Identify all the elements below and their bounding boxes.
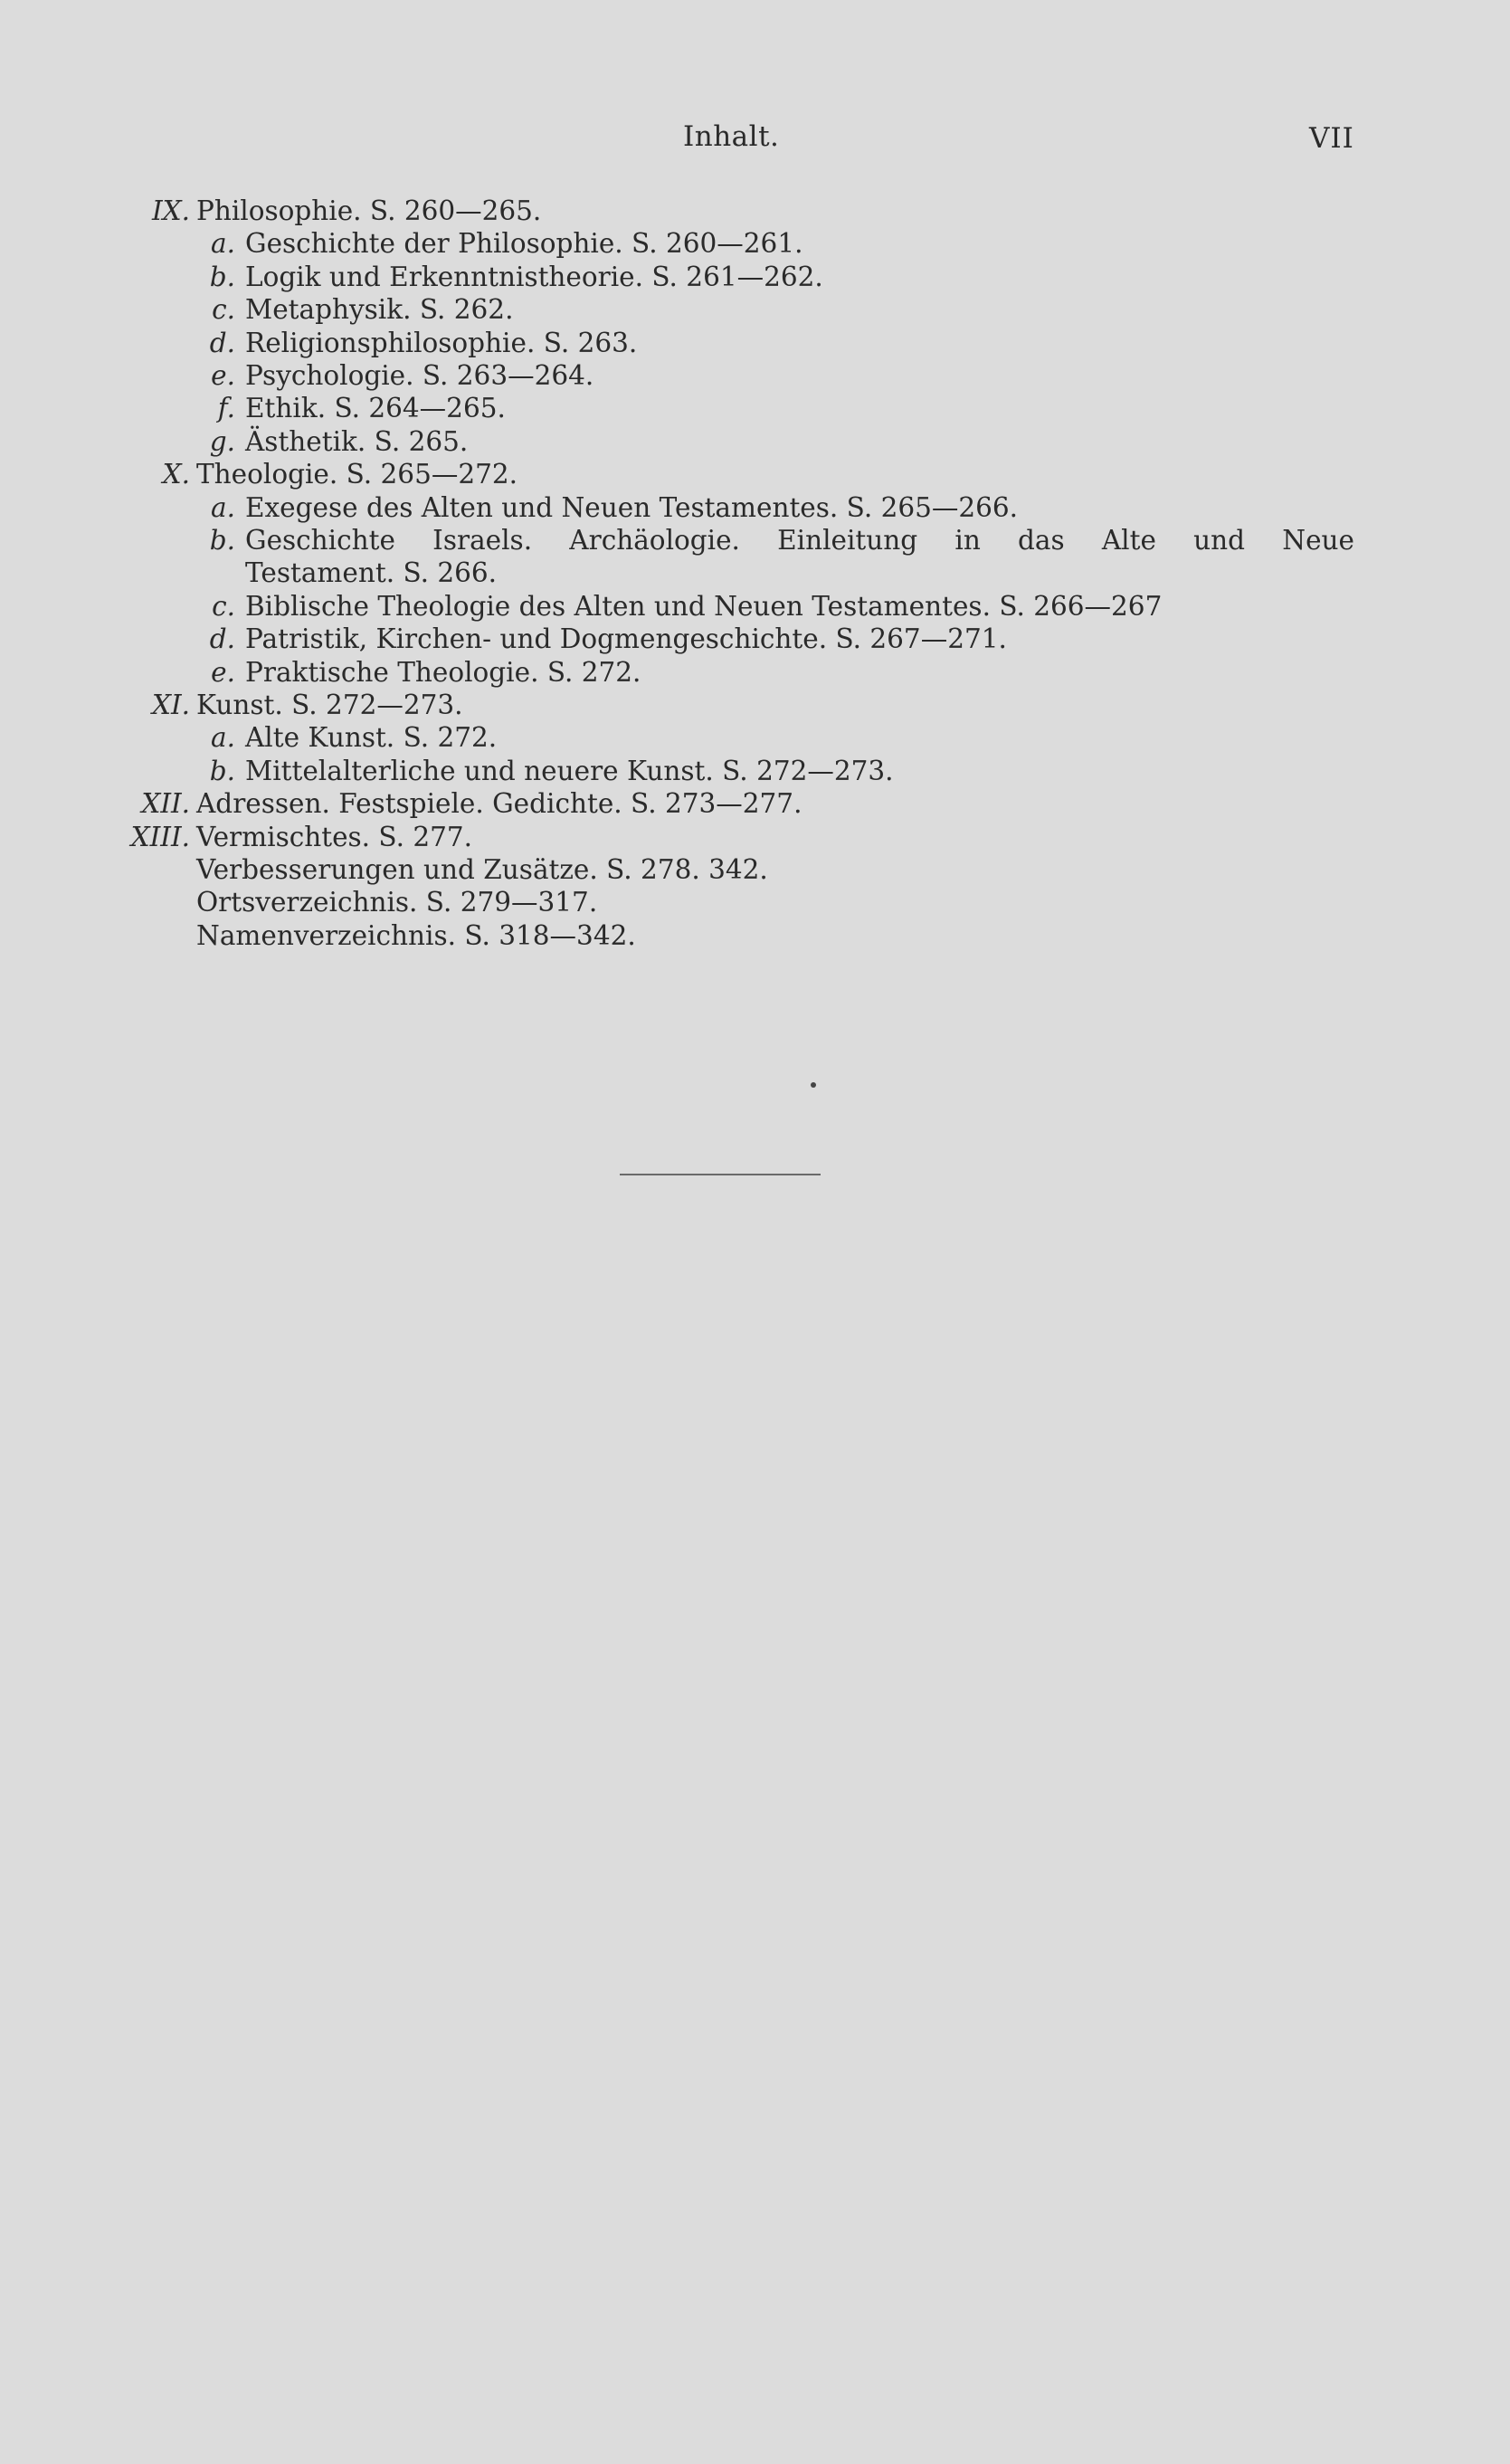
toc-entry-marker: e. — [211, 360, 235, 391]
toc-entry-marker: a. — [211, 228, 235, 259]
toc-entry-text: Vermischtes. S. 277. — [196, 822, 473, 852]
toc-entry-marker: b. — [209, 525, 235, 556]
toc-entry — [0, 886, 1510, 918]
toc-entry — [0, 689, 1510, 721]
toc-entry — [0, 755, 1510, 787]
toc-entry — [0, 491, 1510, 524]
toc-entry-marker: c. — [212, 591, 235, 622]
toc-entry-text: Ethik. S. 264—265. — [245, 393, 506, 423]
toc-entry-text: Adressen. Festspiele. Gedichte. S. 273—277. — [196, 788, 802, 819]
toc-entry — [0, 195, 1510, 227]
toc-entry-text: Religionsphilosophie. S. 263. — [245, 328, 638, 358]
toc-entry-text: Praktische Theologie. S. 272. — [245, 657, 641, 688]
toc-entry-text: Theologie. S. 265—272. — [196, 459, 518, 490]
toc-entry-text: Logik und Erkenntnistheorie. S. 261—262. — [245, 262, 823, 292]
toc-entry — [0, 458, 1510, 490]
toc-entry-marker: a. — [211, 722, 235, 753]
toc-entry-text: Testament. S. 266. — [245, 557, 498, 588]
toc-entry-text: Patristik, Kirchen- und Dogmengeschichte. S. 267—271. — [245, 623, 1007, 654]
toc-entry — [0, 623, 1510, 655]
toc-entry-text: Ortsverzeichnis. S. 279—317. — [196, 887, 598, 918]
toc-entry-marker: XIII. — [130, 822, 190, 852]
page-number: VII — [1309, 122, 1354, 155]
toc-entry — [0, 227, 1510, 260]
toc-entry-text: Psychologie. S. 263—264. — [245, 360, 594, 391]
toc-entry-text: Kunst. S. 272—273. — [196, 690, 463, 720]
toc-entry-marker: d. — [209, 623, 235, 654]
toc-entry-text: Exegese des Alten und Neuen Testamentes. S. 265—266. — [245, 492, 1019, 523]
toc-entry — [0, 853, 1510, 886]
toc-entry-marker: b. — [209, 756, 235, 786]
toc-entry-text: Verbesserungen und Zusätze. S. 278. 342. — [196, 854, 768, 885]
toc-entry-marker: a. — [211, 492, 235, 523]
toc-entry-text: Mittelalterliche und neuere Kunst. S. 272—273. — [245, 756, 894, 786]
toc-entry-text: Ästhetik. S. 265. — [245, 426, 469, 457]
toc-entry-text: Namenverzeichnis. S. 318—342. — [196, 920, 636, 951]
toc-entry-marker: d. — [209, 328, 235, 358]
toc-entry-marker: c. — [212, 294, 235, 325]
toc-entry — [0, 425, 1510, 458]
toc-entry-text: Geschichte der Philosophie. S. 260—261. — [245, 228, 803, 259]
toc-entry — [0, 721, 1510, 754]
toc-entry — [0, 261, 1510, 293]
toc-entry-marker: e. — [211, 657, 235, 688]
toc-entry — [0, 359, 1510, 392]
toc-entry — [0, 392, 1510, 424]
toc-entry-marker: b. — [209, 262, 235, 292]
toc-entry-text: Alte Kunst. S. 272. — [245, 722, 498, 753]
section-divider — [620, 1174, 821, 1175]
toc-entry-marker: IX. — [151, 195, 190, 226]
toc-entry-marker: f. — [217, 393, 235, 423]
toc-entry — [0, 293, 1510, 326]
toc-entry-text: Biblische Theologie des Alten und Neuen Testamentes. S. 266—267 — [245, 591, 1163, 622]
toc-entry-text: Metaphysik. S. 262. — [245, 294, 514, 325]
toc-entry — [0, 656, 1510, 689]
toc-entry — [0, 557, 1510, 589]
toc-entry-marker: g. — [209, 426, 235, 457]
toc-entry — [0, 327, 1510, 359]
toc-entry — [0, 524, 1510, 557]
toc-entry — [0, 821, 1510, 853]
running-title: Inhalt. — [683, 120, 780, 153]
toc-entry-text: Philosophie. S. 260—265. — [196, 195, 542, 226]
print-speck — [811, 1082, 816, 1088]
toc-entry-marker: XII. — [141, 788, 190, 819]
toc-entry — [0, 787, 1510, 820]
toc-entry — [0, 919, 1510, 952]
toc-entry-text: Geschichte Israels. Archäologie. Einleitung in das Alte und Neue — [245, 525, 1354, 556]
toc-entry — [0, 590, 1510, 623]
toc-entry-marker: X. — [162, 459, 190, 490]
toc-entry-marker: XI. — [151, 690, 190, 720]
